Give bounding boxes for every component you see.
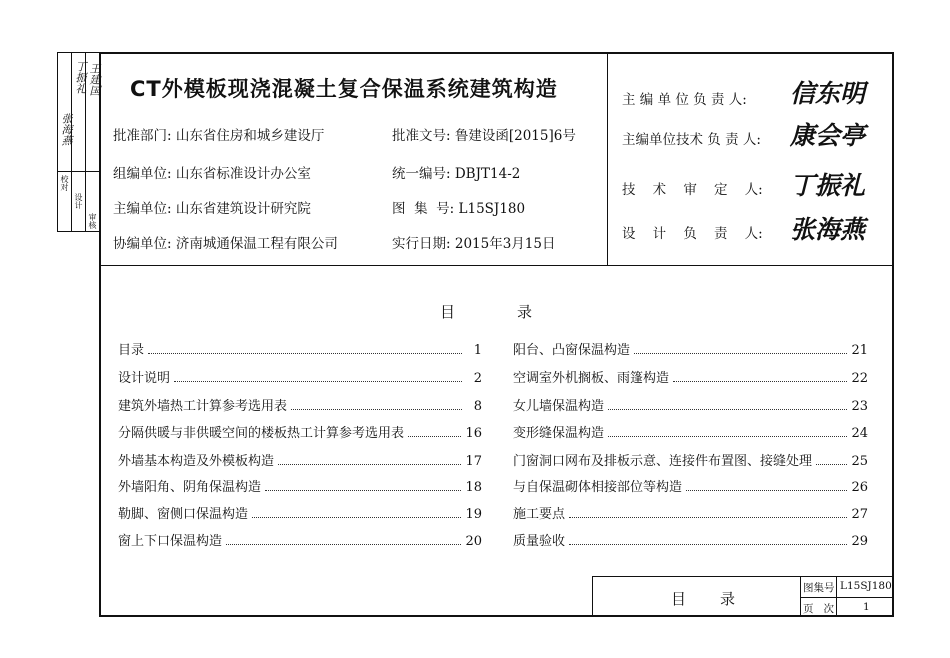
atlas-number-value: L15SJ180 xyxy=(840,580,892,592)
margin-signature-checker: 张海燕 xyxy=(60,113,73,146)
info-atlas-number: 图 集 号: L15SJ180 xyxy=(392,201,526,217)
info-unified-number: 统一编号: DBJT14-2 xyxy=(392,166,521,182)
role-chief-unit-head: 主 编 单 位 负 责 人: xyxy=(622,92,747,108)
toc-entry[interactable]: 门窗洞口网布及排板示意、连接件布置图、接缝处理 25 xyxy=(513,454,868,469)
toc-entry[interactable]: 阳台、凸窗保温构造 21 xyxy=(513,343,868,358)
toc-entry[interactable]: 分隔供暖与非供暖空间的楼板热工计算参考选用表 16 xyxy=(118,426,482,441)
toc-entry[interactable]: 外墙阳角、阴角保温构造 18 xyxy=(118,480,482,495)
signature-design-head: 张海燕 xyxy=(790,215,866,244)
margin-label-review: 审核 xyxy=(88,213,97,229)
toc-entry[interactable]: 外墙基本构造及外模板构造 17 xyxy=(118,454,482,469)
toc-entry[interactable]: 与自保温砌体相接部位等构造 26 xyxy=(513,480,868,495)
header-divider xyxy=(607,52,608,265)
toc-entry[interactable]: 变形缝保温构造 24 xyxy=(513,426,868,441)
info-chief-editor: 主编单位: 山东省建筑设计研究院 xyxy=(113,201,311,217)
toc-entry[interactable]: 勒脚、窗侧口保温构造 19 xyxy=(118,507,482,522)
signature-technical-head: 康会亭 xyxy=(790,121,866,150)
atlas-number-label: 图集号 xyxy=(803,582,835,594)
signature-technical-reviewer: 丁振礼 xyxy=(790,171,866,200)
role-technical-head: 主编单位技术 负 责 人: xyxy=(622,132,761,148)
info-approval-number: 批准文号: 鲁建设函[2015]6号 xyxy=(392,128,576,144)
document-title: CT外模板现浇混凝土复合保温系统建筑构造 xyxy=(130,77,558,101)
margin-label-design: 设计 xyxy=(74,193,83,209)
toc-entry[interactable]: 建筑外墙热工计算参考选用表 8 xyxy=(118,399,482,414)
info-effective-date: 实行日期: 2015年3月15日 xyxy=(392,236,556,252)
info-approval-dept: 批准部门: 山东省住房和城乡建设厅 xyxy=(113,128,325,144)
toc-entry[interactable]: 施工要点 27 xyxy=(513,507,868,522)
page-number-value: 1 xyxy=(863,601,870,613)
role-technical-reviewer: 技 术 审 定 人: xyxy=(622,182,763,198)
margin-signature-designer: 丁振礼 xyxy=(74,61,87,94)
toc-entry[interactable]: 女儿墙保温构造 23 xyxy=(513,399,868,414)
margin-label-check: 校对 xyxy=(60,175,69,191)
toc-entry[interactable]: 目录 1 xyxy=(118,343,482,358)
title-block-name: 目 录 xyxy=(671,590,736,608)
toc-entry[interactable]: 质量验收 29 xyxy=(513,534,868,549)
info-compiler: 组编单位: 山东省标准设计办公室 xyxy=(113,166,311,182)
info-co-editor: 协编单位: 济南城通保温工程有限公司 xyxy=(113,236,338,252)
toc-entry[interactable]: 空调室外机搁板、雨篷构造 22 xyxy=(513,371,868,386)
title-block xyxy=(592,576,894,617)
margin-signature-reviewer: 王建国 xyxy=(88,63,101,96)
toc-heading: 目 录 xyxy=(440,303,533,321)
toc-entry[interactable]: 窗上下口保温构造 20 xyxy=(118,534,482,549)
signature-chief-unit-head: 信东明 xyxy=(790,79,866,108)
approval-margin-strip xyxy=(57,52,99,232)
page-number-label: 页 次 xyxy=(803,603,834,615)
header-bottom-rule xyxy=(99,265,894,266)
role-design-head: 设 计 负 责 人: xyxy=(622,226,763,242)
toc-entry[interactable]: 设计说明 2 xyxy=(118,371,482,386)
